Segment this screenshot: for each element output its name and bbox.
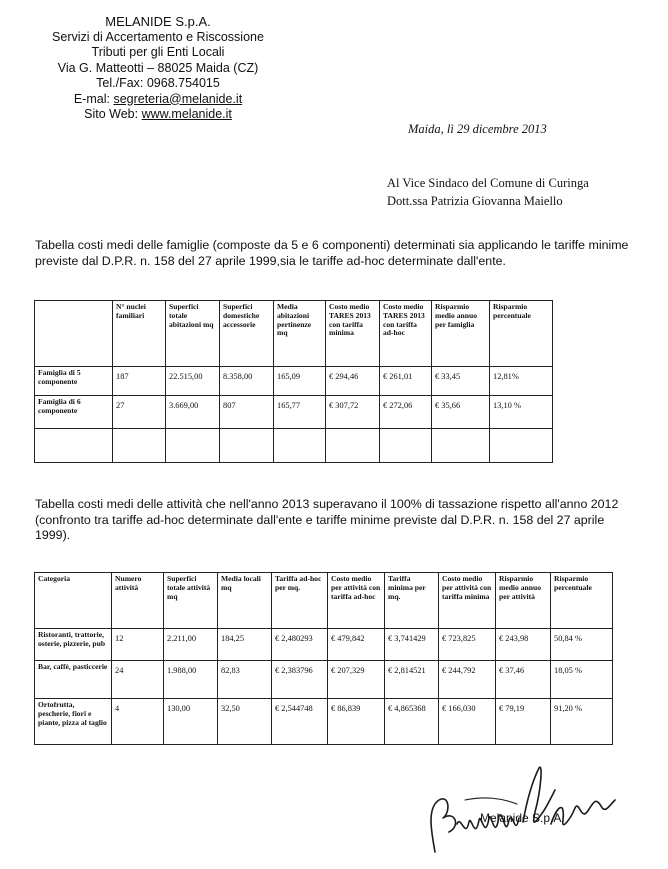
table2-header-cell: Tariffa minima per mq. [385,573,439,629]
table-cell: € 2,480293 [272,629,328,661]
table-cell [35,429,113,463]
letterhead-email-row [28,92,288,108]
table1-header-cell [35,301,113,367]
table-cell: € 33,45 [432,367,490,396]
table-cell [380,429,432,463]
families-cost-table [34,300,553,463]
table1-header-cell: N° nuclei familiari [113,301,166,367]
table-cell: 165,77 [274,396,326,429]
email-link[interactable]: segreteria@melanide.it [113,91,243,106]
table-cell: 91,20 % [551,699,613,745]
recipient-block [387,174,589,210]
table-cell: € 2,544748 [272,699,328,745]
table-cell [490,429,553,463]
date-line: Maida, lì 29 dicembre 2013 [408,122,547,136]
table1-header-cell: Costo medio TARES 2013 con tariffa minima [326,301,380,367]
table-cell: 12 [112,629,164,661]
table-cell: € 479,842 [328,629,385,661]
table-cell: 8.358,00 [220,367,274,396]
row-label: Famiglia di 5 componente [35,367,113,396]
table-cell: € 207,329 [328,661,385,699]
table-cell [220,429,274,463]
table-cell: 165,09 [274,367,326,396]
table-row [35,699,613,745]
table-cell: 130,00 [164,699,218,745]
table1-header-cell: Costo medio TARES 2013 con tariffa ad-hoc [380,301,432,367]
recipient-line-2: Dott.ssa Patrizia Giovanna Maiello [387,194,563,208]
table2-header-cell: Risparmio medio annuo per attività [496,573,551,629]
table-cell: € 3,741429 [385,629,439,661]
table-row [35,661,613,699]
row-label: Famiglia di 6 componente [35,396,113,429]
table-cell: € 294,46 [326,367,380,396]
table2-header-cell: Tariffa ad-hoc per mq. [272,573,328,629]
table-cell: € 723,825 [439,629,496,661]
table1-header-cell: Superfici domestiche accessorie [220,301,274,367]
table-cell: 3.669,00 [166,396,220,429]
letterhead-phone: Tel./Fax: 0968.754015 [96,76,220,90]
table-cell: € 37,46 [496,661,551,699]
recipient-line-1: Al Vice Sindaco del Comune di Curinga [387,176,589,190]
table-cell: 27 [113,396,166,429]
table2-header-cell: Costo medio per attività con tariffa ad-hoc [328,573,385,629]
table-cell: € 35,66 [432,396,490,429]
table2-header-row [35,573,613,629]
table-cell: € 261,01 [380,367,432,396]
table-row-empty [35,429,553,463]
table-cell: 2.211,00 [164,629,218,661]
table-cell: 24 [112,661,164,699]
table-cell: 22.515,00 [166,367,220,396]
company-name: MELANIDE S.p.A. [105,14,211,29]
table1-header-cell: Risparmio medio annuo per famiglia [432,301,490,367]
table-cell: 32,50 [218,699,272,745]
table2-intro: Tabella costi medi delle attività che nell'anno 2013 superavano il 100% di tassazione rispetto all'anno 2012 (confronto tra tariffe ad-hoc determinate dall'ente e tariffe minime previste dal D.P.R. n. 158 del 27 aprile 1999). [35,497,619,542]
table-cell: 18,05 % [551,661,613,699]
table1-intro: Tabella costi medi delle famiglie (composte da 5 e 6 componenti) determinati sia applicando le tariffe minime previste dal D.P.R. n. 158 del 27 aprile 1999,sia le tariffe ad-hoc determinate dall'ente. [35,238,629,268]
table1-header-cell: Superfici totale abitazioni mq [166,301,220,367]
table1-header-row [35,301,553,367]
web-label: Sito Web: [84,107,139,121]
letterhead-web-row [28,107,288,123]
row-label: Ortofrutta, pescherie, fiori e piante, pizza al taglio [35,699,112,745]
table-cell [274,429,326,463]
web-link[interactable]: www.melanide.it [141,107,232,121]
row-label: Ristoranti, trattorie, osterie, pizzerie, pub [35,629,112,661]
table-cell: 187 [113,367,166,396]
table-row [35,396,553,429]
table-cell: € 86,839 [328,699,385,745]
table-cell: 184,25 [218,629,272,661]
table2-header-cell: Media locali mq [218,573,272,629]
table-cell: € 166,030 [439,699,496,745]
table-cell: € 243,98 [496,629,551,661]
table-cell: € 4,865368 [385,699,439,745]
activities-cost-table [34,572,613,745]
table-cell: € 79,19 [496,699,551,745]
table2-header-cell: Superfici totale attività mq [164,573,218,629]
table-cell: 82,83 [218,661,272,699]
email-label: E-mal: [73,91,110,106]
table-cell: € 307,72 [326,396,380,429]
table-row [35,367,553,396]
handwritten-signature [405,760,645,860]
letterhead-line-services: Servizi di Accertamento e Riscossione [52,29,264,44]
letterhead [28,14,288,123]
table-cell [113,429,166,463]
table-cell: € 244,792 [439,661,496,699]
table-cell: 50,84 % [551,629,613,661]
table-cell: € 2,383796 [272,661,328,699]
table-cell: 13,10 % [490,396,553,429]
row-label: Bar, caffè, pasticcerie [35,661,112,699]
table-cell: 1.988,00 [164,661,218,699]
table-row [35,629,613,661]
letterhead-line-tributi: Tributi per gli Enti Locali [91,45,225,59]
table1-header-cell: Media abitazioni pertinenze mq [274,301,326,367]
table-cell [432,429,490,463]
signer-name: Melanide S.p.A. [480,811,565,825]
table-cell: 807 [220,396,274,429]
table1-header-cell: Risparmio percentuale [490,301,553,367]
table-cell [326,429,380,463]
table-cell: 4 [112,699,164,745]
table2-header-cell: Risparmio percentuale [551,573,613,629]
table2-header-cell: Numero attività [112,573,164,629]
table2-header-cell: Categoria [35,573,112,629]
table-cell: € 2,814521 [385,661,439,699]
table-cell [166,429,220,463]
letterhead-address: Via G. Matteotti – 88025 Maida (CZ) [57,60,259,75]
table2-header-cell: Costo medio per attività con tariffa minima [439,573,496,629]
table-cell: € 272,06 [380,396,432,429]
table-cell: 12,81% [490,367,553,396]
